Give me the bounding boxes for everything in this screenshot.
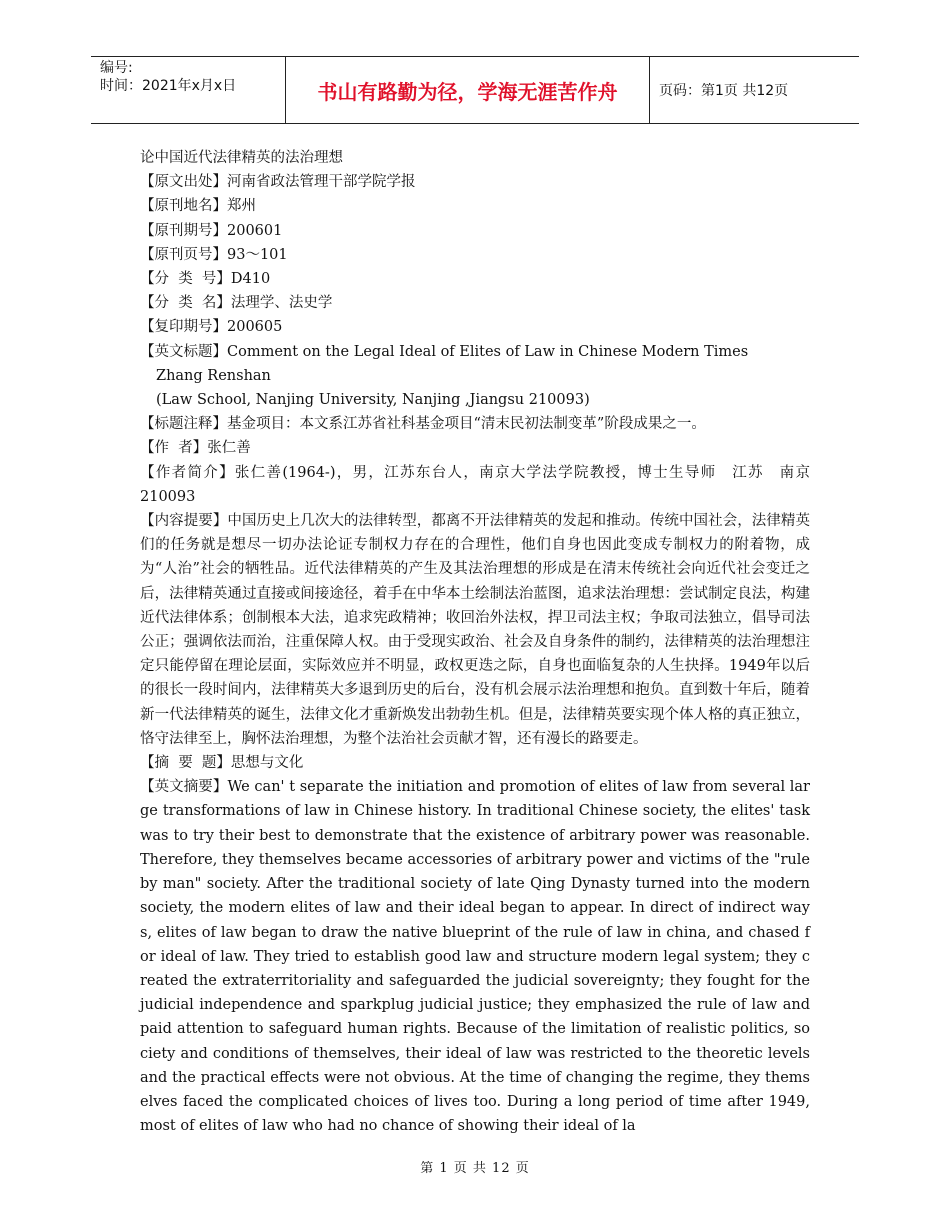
author-field: 【作 者】张仁善 (140, 440, 251, 457)
author-bio-field: 【作者简介】张仁善(1964-)，男，江苏东台人，南京大学法学院教授，博士生导师 江苏 南京 210093 (140, 464, 825, 505)
article-title: 论中国近代法律精英的法治理想 (140, 150, 343, 166)
header-motto: 书山有路勤为径，学海无涯苦作舟 (286, 57, 650, 123)
article-body (140, 146, 825, 1138)
source-field: 【原文出处】河南省政法管理干部学院学报 (140, 174, 416, 191)
header-meta (91, 57, 286, 123)
english-abstract: 【英文摘要】We can' t separate the initiation and promotion of elites of law from several large transformations of law in Chinese history. In traditional Chinese society, the elites' task was to try their best to demonstrate that the existence of arbitrary power was reasonable. Therefore, they themselves became accessories of arbitrary power and victims of the "rule by man" society. After the traditional society of late Qing Dynasty turned into the modern society, the modern elites of law and their ideal began to appear. In direct of indirect ways, elites of law began to draw the native blueprint of the rule of law in china, and chased for ideal of law. They tried to establish good law and structure modern legal system; they created the extraterritoriality and safeguarded the judicial sovereignty; they fought for the judicial independence and sparkplug judicial justice; they emphasized the rule of law and paid attention to safeguard human rights. Because of the limitation of realistic politics, society and conditions of themselves, their ideal of law was restricted to the theoretic levels and the practical effects were not obvious. At the time of changing the regime, they themselves faced the complicated choices of lives too. During a long period of time after 1949, most of elites of law who had no chance of showing their ideal of la (140, 779, 810, 1135)
title-note-field: 【标题注释】基金项目：本文系江苏省社科基金项目“清末民初法制变革”阶段成果之一。 (140, 416, 706, 433)
reprint-issue-field: 【复印期号】200605 (140, 319, 283, 336)
english-affiliation: (Law School, Nanjing University, Nanjing ,Jiangsu 210093) (156, 392, 590, 409)
chinese-abstract: 【内容提要】中国历史上几次大的法律转型，都离不开法律精英的发起和推动。传统中国社会，法律精英们的任务就是想尽一切办法论证专制权力存在的合理性，他们自身也因此变成专制权力的附着物，成为“人治”社会的牺牲品。近代法律精英的产生及其法治理想的形成是在清末传统社会向近代社会变迁之后，法律精英通过直接或间接途径，着手在中华本土绘制法治蓝图，追求法治理想：尝试制定良法，构建近代法律体系；创制根本大法，追求宪政精神；收回治外法权，捍卫司法主权；争取司法独立，倡导司法公正；强调依法而治，注重保障人权。由于受现实政治、社会及自身条件的制约，法律精英的法治理想注定只能停留在理论层面，实际效应并不明显，政权更迭之际，自身也面临复杂的人生抉择。1949年以后的很长一段时间内，法律精英大多退到历史的后台，没有机会展示法治理想和抱负。直到数十年后，随着新一代法律精英的诞生，法律文化才重新焕发出勃勃生机。但是，法律精英要实现个体人格的真正独立，恪守法律至上，胸怀法治理想，为整个法治社会贡献才智，还有漫长的路要走。 (140, 513, 810, 747)
class-no-field: 【分 类 号】D410 (140, 271, 271, 288)
class-name-field: 【分 类 名】法理学、法史学 (140, 295, 333, 312)
page-footer: 第 1 页 共 12 页 (420, 1161, 530, 1176)
keywords-field: 【摘 要 题】思想与文化 (140, 755, 304, 772)
pages-field: 【原刊页号】93～101 (140, 246, 288, 263)
place-field: 【原刊地名】郑州 (140, 198, 256, 215)
issue-field: 【原刊期号】200601 (140, 222, 283, 239)
english-author: Zhang Renshan (156, 367, 271, 384)
page-header (91, 56, 859, 124)
time-label: 时间：2021年x月x日 (100, 78, 237, 94)
english-title-field: 【英文标题】Comment on the Legal Ideal of Elites of Law in Chinese Modern Times (140, 343, 749, 360)
header-page-label: 页码：第1页 共12页 (659, 83, 789, 99)
number-label: 编号: (100, 60, 133, 76)
